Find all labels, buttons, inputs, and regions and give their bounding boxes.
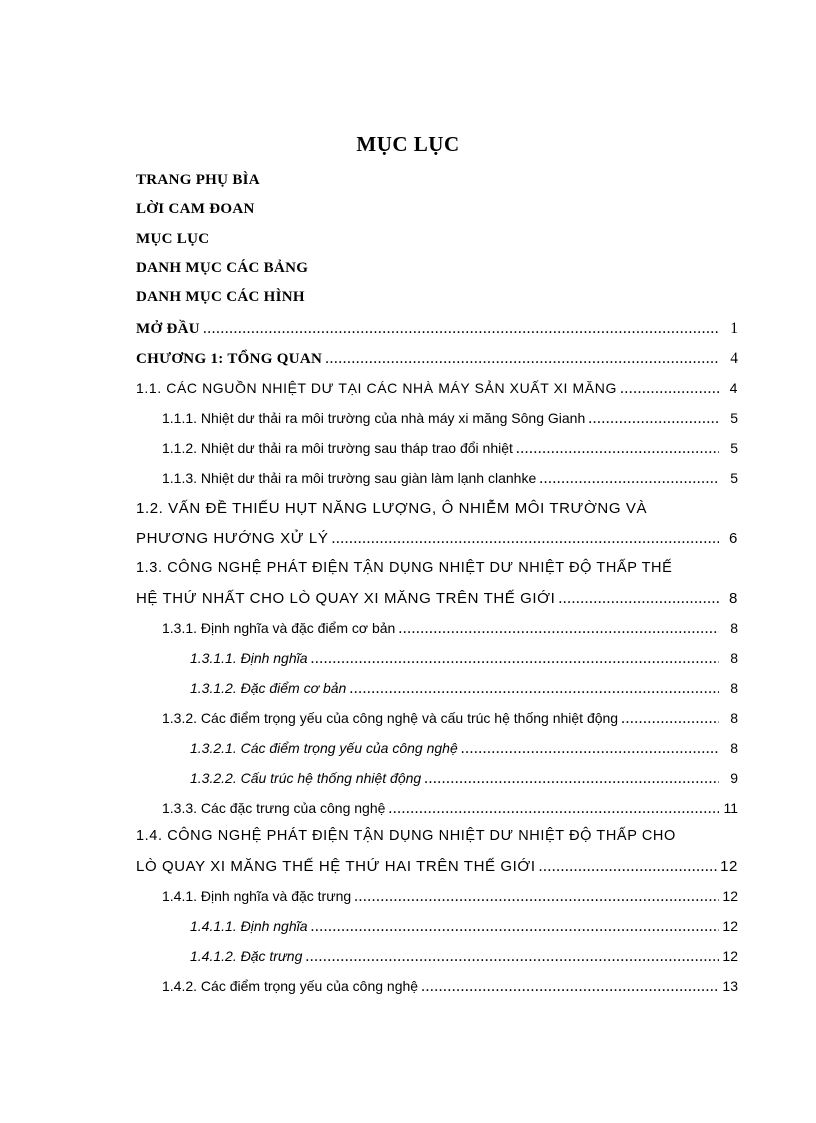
leader-dots xyxy=(331,530,719,548)
leader-dots xyxy=(305,948,719,966)
toc-entry-mo-dau[interactable] xyxy=(136,320,738,338)
toc-entry-label: 1.3.1.1. Định nghĩa xyxy=(190,650,308,666)
toc-entry-label: PHƯƠNG HƯỚNG XỬ LÝ xyxy=(136,530,329,547)
leader-dots xyxy=(588,410,719,428)
toc-entry-1-3-1-1[interactable] xyxy=(190,650,738,668)
toc-page-number: 12 xyxy=(722,948,738,964)
toc-entry-1-4-1-1[interactable] xyxy=(190,918,738,936)
toc-entry-label: 1.4.1. Định nghĩa và đặc trưng xyxy=(162,888,352,904)
toc-entry-1-3-2-1[interactable] xyxy=(190,740,738,758)
leader-dots xyxy=(461,740,719,758)
toc-entry-label: MỞ ĐẦU xyxy=(136,321,200,337)
toc-entry-1-3-1-2[interactable] xyxy=(190,680,738,698)
leader-dots xyxy=(311,650,719,668)
toc-entry-label: CHƯƠNG 1: TỔNG QUAN xyxy=(136,351,323,367)
toc-entry-label: 1.3.1.2. Đặc điểm cơ bản xyxy=(190,680,347,696)
toc-entry-1-4-1-2[interactable] xyxy=(190,948,738,966)
toc-page-number: 11 xyxy=(723,800,738,816)
toc-page-number: 8 xyxy=(730,710,738,726)
toc-page-number: 4 xyxy=(729,380,738,396)
toc-entry-1-4-2[interactable] xyxy=(162,978,738,996)
toc-page-number: 5 xyxy=(730,410,738,426)
leader-dots xyxy=(398,620,719,638)
leader-dots xyxy=(621,710,719,728)
toc-entry-label: 1.1. CÁC NGUỒN NHIỆT DƯ TẠI CÁC NHÀ MÁY SẢN XUẤT XI MĂNG xyxy=(136,380,617,396)
toc-entry-1-3-1[interactable] xyxy=(162,620,738,638)
leader-dots xyxy=(516,440,719,458)
toc-entry-1-1-2[interactable] xyxy=(162,440,738,458)
toc-entry-1-4-1[interactable] xyxy=(162,888,738,906)
toc-entry-1-3-line1[interactable]: 1.3. CÔNG NGHỆ PHÁT ĐIỆN TẬN DỤNG NHIỆT DƯ NHIỆT ĐỘ THẤP THẾ xyxy=(136,560,673,576)
toc-page-number: 8 xyxy=(730,680,738,696)
leader-dots xyxy=(311,918,719,936)
toc-front-cover[interactable]: TRANG PHỤ BÌA xyxy=(136,172,260,188)
toc-entry-1-4[interactable] xyxy=(136,858,738,876)
toc-entry-label: 1.1.2. Nhiệt dư thải ra môi trường sau tháp trao đổi nhiệt xyxy=(162,440,513,456)
toc-page-number: 6 xyxy=(729,530,738,547)
toc-entry-label: HỆ THỨ NHẤT CHO LÒ QUAY XI MĂNG TRÊN THẾ GIỚI xyxy=(136,590,556,607)
toc-page-number: 12 xyxy=(722,888,738,904)
toc-entry-1-4-line1[interactable]: 1.4. CÔNG NGHỆ PHÁT ĐIỆN TẬN DỤNG NHIỆT DƯ NHIỆT ĐỘ THẤP CHO xyxy=(136,828,676,844)
toc-entry-label: 1.3.2. Các điểm trọng yếu của công nghệ và cấu trúc hệ thống nhiệt động xyxy=(162,710,619,726)
toc-page-number: 4 xyxy=(730,350,738,367)
toc-entry-label: 1.4.2. Các điểm trọng yếu của công nghệ xyxy=(162,978,419,994)
toc-page-number: 12 xyxy=(722,918,738,934)
toc-entry-1-3[interactable] xyxy=(136,590,738,608)
leader-dots xyxy=(349,680,719,698)
toc-page-number: 8 xyxy=(730,740,738,756)
toc-entry-1-2[interactable] xyxy=(136,530,738,548)
toc-page-number: 8 xyxy=(730,650,738,666)
toc-entry-label: 1.4.1.1. Định nghĩa xyxy=(190,918,308,934)
toc-entry-1-3-2-2[interactable] xyxy=(190,770,738,788)
toc-entry-chuong-1[interactable] xyxy=(136,350,738,368)
leader-dots xyxy=(388,800,719,818)
toc-page-number: 13 xyxy=(722,978,738,994)
toc-entry-1-1[interactable] xyxy=(136,380,738,398)
toc-entry-label: LÒ QUAY XI MĂNG THẾ HỆ THỨ HAI TRÊN THẾ GIỚI xyxy=(136,858,536,875)
toc-entry-label: 1.3.2.2. Cấu trúc hệ thống nhiệt động xyxy=(190,770,422,786)
toc-contents[interactable]: MỤC LỤC xyxy=(136,231,210,247)
toc-page-number: 5 xyxy=(730,470,738,486)
page-title: MỤC LỤC xyxy=(356,132,460,156)
toc-entry-label: 1.3.3. Các đặc trưng của công nghệ xyxy=(162,800,386,816)
toc-page-number: 12 xyxy=(720,858,738,875)
toc-list-of-figures[interactable]: DANH MỤC CÁC HÌNH xyxy=(136,289,305,305)
toc-list-of-tables[interactable]: DANH MỤC CÁC BẢNG xyxy=(136,260,309,276)
toc-entry-1-3-2[interactable] xyxy=(162,710,738,728)
toc-page-number: 5 xyxy=(730,440,738,456)
toc-page-number: 1 xyxy=(730,320,738,337)
toc-entry-label: 1.4.1.2. Đặc trưng xyxy=(190,948,303,964)
toc-page-number: 8 xyxy=(729,590,738,607)
toc-entry-1-2-line1[interactable]: 1.2. VẤN ĐỀ THIẾU HỤT NĂNG LƯỢNG, Ô NHIỄM MÔI TRƯỜNG VÀ xyxy=(136,500,648,517)
leader-dots xyxy=(558,590,719,608)
leader-dots xyxy=(620,380,719,398)
toc-page-number: 8 xyxy=(730,620,738,636)
toc-entry-label: 1.3.2.1. Các điểm trọng yếu của công nghệ xyxy=(190,740,458,756)
toc-entry-label: 1.3.1. Định nghĩa và đặc điểm cơ bản xyxy=(162,620,396,636)
toc-declaration[interactable]: LỜI CAM ĐOAN xyxy=(136,201,255,217)
leader-dots xyxy=(354,888,719,906)
leader-dots xyxy=(325,350,719,368)
leader-dots xyxy=(539,470,719,488)
toc-entry-1-1-3[interactable] xyxy=(162,470,738,488)
leader-dots xyxy=(421,978,719,996)
leader-dots xyxy=(424,770,719,788)
toc-entry-1-3-3[interactable] xyxy=(162,800,738,818)
toc-page-number: 9 xyxy=(730,770,738,786)
toc-entry-label: 1.1.1. Nhiệt dư thải ra môi trường của nhà máy xi măng Sông Gianh xyxy=(162,410,586,426)
toc-entry-1-1-1[interactable] xyxy=(162,410,738,428)
leader-dots xyxy=(539,858,717,876)
toc-entry-label: 1.1.3. Nhiệt dư thải ra môi trường sau giàn làm lạnh clanhke xyxy=(162,470,537,486)
leader-dots xyxy=(203,320,719,338)
